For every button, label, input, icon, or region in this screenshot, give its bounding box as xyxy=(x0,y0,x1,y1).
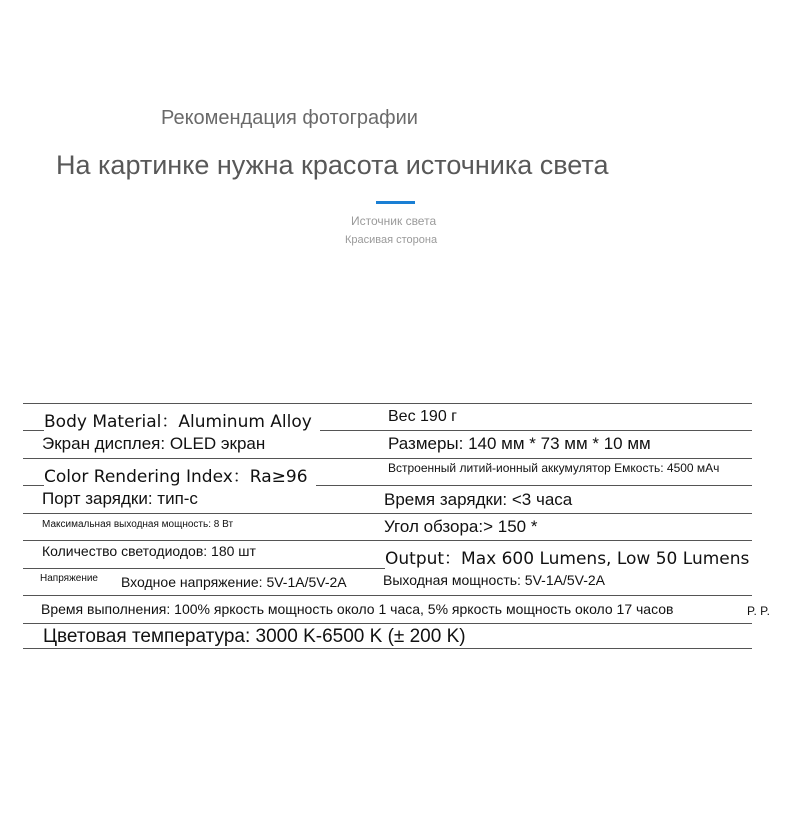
table-rule xyxy=(23,595,752,596)
table-rule xyxy=(23,648,752,649)
title-accent-divider xyxy=(376,201,415,204)
spec-max-output-power: Максимальная выходная мощность: 8 Вт xyxy=(42,519,241,530)
spec-battery: Встроенный литий-ионный аккумулятор Емкость: 4500 мАч xyxy=(388,461,720,475)
table-rule xyxy=(23,540,752,541)
spec-led-count: Количество светодиодов: 180 шт xyxy=(42,543,264,559)
spec-dimensions: Размеры: 140 мм * 73 мм * 10 мм xyxy=(388,434,679,454)
spec-color-temperature: Цветовая температура: 3000 K-6500 K (± 200 K) xyxy=(43,626,474,648)
section-subtitle: Рекомендация фотографии xyxy=(161,107,418,129)
spec-output-lumens: Output：Max 600 Lumens, Low 50 Lumens xyxy=(385,544,753,569)
table-rule xyxy=(23,458,752,459)
spec-body-material: Body Material：Aluminum Alloy xyxy=(44,407,320,432)
table-rule xyxy=(23,403,752,404)
caption-light-source: Источник света xyxy=(351,214,437,228)
spec-charging-port: Порт зарядки: тип-с xyxy=(42,489,206,509)
spec-runtime: Время выполнения: 100% яркость мощность около 1 часа, 5% яркость мощность около 17 часов xyxy=(41,601,681,617)
spec-color-rendering: Color Rendering Index：Ra≥96 xyxy=(44,462,316,487)
spec-beam-angle: Угол обзора:> 150 * xyxy=(384,517,561,537)
spec-runtime-suffix: P. P. xyxy=(747,604,770,618)
spec-voltage-label: Напряжение xyxy=(40,573,112,584)
spec-charging-time: Время зарядки: <3 часа xyxy=(384,490,600,510)
table-rule xyxy=(23,513,752,514)
page-title: На картинке нужна красота источника света xyxy=(56,150,609,180)
spec-input-voltage: Входное напряжение: 5V-1A/5V-2A xyxy=(121,574,355,590)
spec-output-power: Выходная мощность: 5V-1A/5V-2A xyxy=(383,572,629,588)
table-rule xyxy=(23,623,752,624)
spec-display: Экран дисплея: OLED экран xyxy=(42,434,273,454)
spec-weight: Вес 190 г xyxy=(388,408,477,426)
caption-beautiful-side: Красивая сторона xyxy=(345,234,438,246)
